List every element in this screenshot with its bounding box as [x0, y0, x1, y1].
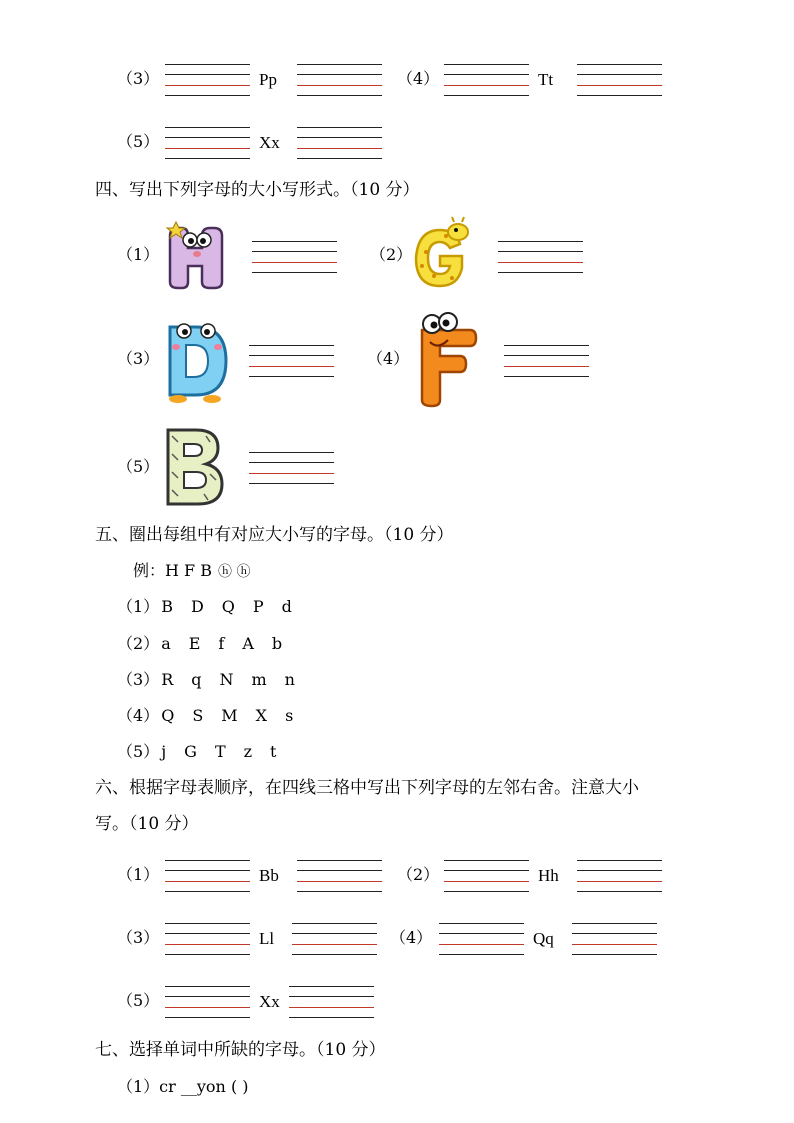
- item-number: （3）: [117, 349, 160, 368]
- given-letter: Xx: [259, 133, 280, 152]
- option-letter[interactable]: f: [218, 634, 225, 653]
- example-circled-letters: ⓗ ⓗ: [218, 564, 251, 580]
- writing-grid[interactable]: [439, 923, 524, 955]
- item-number: （3）: [117, 670, 160, 689]
- item-number: （4）: [397, 69, 440, 88]
- given-letter: Hh: [538, 866, 559, 885]
- option-row: [117, 599, 310, 615]
- option-letter[interactable]: d: [281, 597, 292, 616]
- item-number: （5）: [117, 742, 160, 761]
- option-row: [117, 744, 294, 760]
- option-letter[interactable]: z: [243, 742, 253, 761]
- writing-grid[interactable]: [165, 64, 250, 96]
- option-letter[interactable]: s: [285, 706, 294, 725]
- cartoon-letter-b-image: [160, 424, 226, 510]
- example-label: 例：H F B: [133, 561, 212, 580]
- option-letter[interactable]: T: [214, 742, 226, 761]
- writing-grid[interactable]: [249, 345, 334, 377]
- item-number: （5）: [117, 991, 160, 1010]
- given-letter: Xx: [259, 992, 280, 1011]
- writing-grid[interactable]: [297, 860, 382, 892]
- option-row: [117, 636, 300, 652]
- writing-grid[interactable]: [444, 860, 529, 892]
- cartoon-letter-h-image: [160, 218, 230, 290]
- item-number: （1）: [117, 245, 160, 264]
- cartoon-letter-f-image: [408, 310, 480, 410]
- given-letter: Tt: [538, 70, 554, 89]
- writing-grid[interactable]: [498, 241, 583, 273]
- option-row: [117, 708, 311, 724]
- option-letter[interactable]: n: [284, 670, 295, 689]
- given-letter: Bb: [259, 866, 279, 885]
- writing-grid[interactable]: [504, 345, 589, 377]
- option-letter[interactable]: M: [221, 706, 238, 725]
- option-letter[interactable]: m: [251, 670, 267, 689]
- writing-grid[interactable]: [249, 452, 334, 484]
- item-number: （4）: [390, 928, 433, 947]
- section-heading-cont: 写。（10 分）: [95, 814, 199, 834]
- writing-grid[interactable]: [165, 127, 250, 159]
- option-letter[interactable]: R: [161, 670, 174, 689]
- section-heading: 六、根据字母表顺序，在四线三格中写出下列字母的左邻右舍。注意大小: [95, 778, 639, 798]
- section-heading: 四、写出下列字母的大小写形式。（10 分）: [95, 180, 420, 200]
- writing-grid[interactable]: [165, 860, 250, 892]
- section-heading: 七、选择单词中所缺的字母。（10 分）: [95, 1040, 386, 1060]
- option-letter[interactable]: b: [271, 634, 283, 653]
- item-number: （2）: [117, 634, 160, 653]
- writing-grid[interactable]: [577, 860, 662, 892]
- option-letter[interactable]: S: [192, 706, 204, 725]
- cartoon-letter-g-image: [406, 216, 472, 292]
- given-letter: Ll: [259, 929, 275, 948]
- writing-grid[interactable]: [292, 923, 377, 955]
- writing-grid[interactable]: [165, 923, 250, 955]
- item-number: （3）: [117, 928, 160, 947]
- writing-grid[interactable]: [577, 64, 662, 96]
- option-letter[interactable]: q: [191, 670, 202, 689]
- item-number: （5）: [117, 457, 160, 476]
- cartoon-letter-d-image: [160, 315, 236, 405]
- example-line: [133, 563, 250, 579]
- item-number: （5）: [117, 132, 160, 151]
- given-letter: Qq: [533, 929, 554, 948]
- item-number: （1）: [117, 865, 160, 884]
- item-number: （3）: [117, 69, 160, 88]
- writing-grid[interactable]: [289, 986, 374, 1018]
- item-number: （1）: [117, 597, 160, 616]
- option-letter[interactable]: j: [161, 742, 167, 761]
- writing-grid[interactable]: [572, 923, 657, 955]
- option-letter[interactable]: Q: [221, 597, 235, 616]
- writing-grid[interactable]: [297, 127, 382, 159]
- writing-grid[interactable]: [252, 241, 337, 273]
- option-letter[interactable]: N: [219, 670, 234, 689]
- writing-grid[interactable]: [297, 64, 382, 96]
- option-letter[interactable]: P: [252, 597, 264, 616]
- section-heading: 五、圈出每组中有对应大小写的字母。（10 分）: [95, 525, 454, 545]
- option-letter[interactable]: E: [188, 634, 201, 653]
- option-letter[interactable]: D: [190, 597, 204, 616]
- option-letter[interactable]: a: [161, 634, 171, 653]
- writing-grid[interactable]: [444, 64, 529, 96]
- option-letter[interactable]: t: [270, 742, 277, 761]
- writing-grid[interactable]: [165, 986, 250, 1018]
- item-number: （4）: [367, 349, 410, 368]
- item-number: （4）: [117, 706, 160, 725]
- option-letter[interactable]: Q: [161, 706, 175, 725]
- item-number: （2）: [370, 245, 413, 264]
- option-letter[interactable]: G: [184, 742, 197, 761]
- fill-blank-question[interactable]: （1）cr __yon ( ): [117, 1077, 249, 1096]
- option-letter[interactable]: B: [161, 597, 173, 616]
- item-number: （2）: [397, 865, 440, 884]
- option-letter[interactable]: X: [255, 706, 268, 725]
- option-row: [117, 672, 313, 688]
- option-letter[interactable]: A: [242, 634, 254, 653]
- given-letter: Pp: [259, 70, 277, 89]
